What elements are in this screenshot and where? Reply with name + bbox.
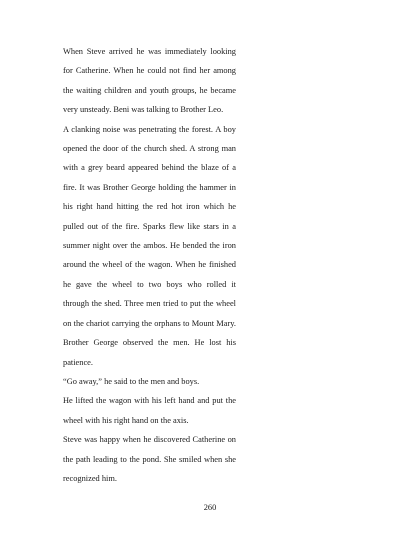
paragraph: “Go away,” he said to the men and boys. xyxy=(63,376,200,386)
paragraph: He lifted the wagon with his left hand and put the wheel with his right hand on the axis. xyxy=(63,396,236,425)
paragraph: When Steve arrived he was immediately looking for Catherine. When he could not find her among the waiting children and youth groups, he became very unsteady. Beni was talking to Brother Leo. xyxy=(63,47,236,115)
paragraph: Steve was happy when he discovered Catherine on the path leading to the pond. She smiled when she recognized him. xyxy=(63,435,236,483)
body-text xyxy=(63,42,236,488)
paragraph: A clanking noise was penetrating the forest. A boy opened the door of the church shed. A strong man with a grey beard appeared behind the blaze of a fire. It was Brother George holding the hammer in his right hand hitting the red hot iron which he pulled out of the fire. Sparks flew like stars in a summer night over the ambos. He bended the iron around the wheel of the wagon. When he finished he gave the wheel to two boys who rolled it through the shed. Three men tried to put the wheel on the chariot carrying the orphans to Mount Mary. Brother George observed the men. He lost his patience. xyxy=(63,124,236,367)
page-number: 260 xyxy=(203,503,217,512)
